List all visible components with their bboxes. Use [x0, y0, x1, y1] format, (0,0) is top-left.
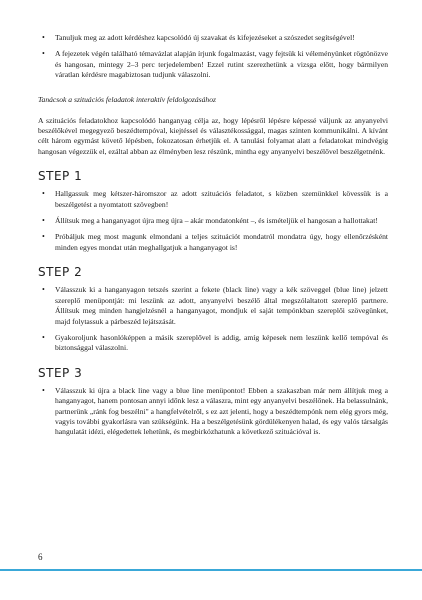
- intro-bullet-1: [38, 33, 388, 43]
- step-3-heading: STEP 3: [38, 365, 83, 380]
- bottom-accent-rule: [0, 569, 422, 571]
- step-2-bullet-2: [38, 333, 388, 354]
- section-title: Tanácsok a szituációs feladatok interaktív feldolgozásához: [38, 94, 216, 104]
- bullet-dot: •: [42, 216, 45, 226]
- step-2-heading: STEP 2: [38, 265, 83, 280]
- page-content: [38, 33, 388, 444]
- bullet-dot: •: [42, 49, 45, 59]
- bullet-dot: •: [42, 189, 45, 199]
- bullet-dot: •: [42, 332, 45, 342]
- step-1-heading: STEP 1: [38, 169, 83, 184]
- bullet-text: Válasszuk ki újra a black line vagy a blue line menüpontot! Ebben a szakaszban már nem állítjuk meg a hanganyagot, hanem pontosan annyi időnk lesz a válaszra, mint egy anyanyelvi beszélőnek. Ha belassulnánk, partnerünk „ránk fog beszélni" a hangfelvételről, s ez azt jelenti, hogy a beszédtempónk nem elég gyors még, vagyis további gyakorlásra van szükségünk. Ha a beszélgetésünk gördülékenyen halad, és egy valós társalgás hangulatát idézi, elégedettek lehetünk, és megbirkózhatunk a következő szituációval is.: [55, 385, 388, 437]
- bullet-text: Állítsuk meg a hanganyagot újra meg újra – akár mondatonként –, és ismételjük el hangosan a hallottakat!: [55, 216, 378, 226]
- bullet-dot: •: [42, 33, 45, 42]
- step-1-bullet-2: [38, 216, 388, 226]
- step-3-bullet-1: [38, 386, 388, 438]
- intro-bullet-text: A fejezetek végén található témavázlat alapján írjunk fogalmazást, vagy fejtsük ki véleményünket rögtönözve és hangosan, mintegy 2–3 perc terjedelemben! Ezzel rutint szerezhetünk a vizsga előtt, hogy bármilyen váratlan kérdésre magabiztosan tudjunk válaszolni.: [55, 49, 388, 80]
- intro-bullet-text: Tanuljuk meg az adott kérdéshez kapcsolódó új szavakat és kifejezéseket a szószedet segítségével!: [55, 33, 355, 42]
- bullet-dot: •: [42, 385, 45, 395]
- bullet-dot: •: [42, 285, 45, 295]
- step-1-bullet-1: [38, 189, 388, 210]
- bullet-dot: •: [42, 232, 45, 242]
- intro-paragraph: A szituációs feladatokhoz kapcsolódó hanganyag célja az, hogy lépésről lépésre képessé váljunk az anyanyelvi beszélőkével megegyező beszédtempóval, kiejtéssel és választékossággal, magas szinten kommunikálni. A kívánt célt három egymást követő lépésben, fokozatosan érhetjük el. A tanulási folyamat alatt a feladatokat mindvégig hangosan végezzük el, ezáltal abban az élményben lesz részünk, mintha egy anyanyelvi beszélővel beszélgetnénk.: [38, 115, 388, 156]
- step-2-bullet-1: [38, 285, 388, 327]
- bullet-text: Hallgassuk meg kétszer-háromszor az adott szituációs feladatot, s közben szemünkkel kövessük is a beszélgetést a nyomtatott szövegben!: [55, 189, 388, 209]
- bullet-text: Próbáljuk meg most magunk elmondani a teljes szituációt mondatról mondatra úgy, hogy ellenőrzésként minden egyes mondat után meghallgatjuk a hanganyagot is!: [55, 232, 388, 252]
- step-1-bullet-3: [38, 232, 388, 253]
- page-number: 6: [38, 552, 43, 562]
- bullet-text: Válasszuk ki a hanganyagon tetszés szerint a fekete (black line) vagy a kék szöveggel (blue line) jelzett szereplő menüpontját: mi leszünk az adott, anyanyelvi beszélő által megszólaltatott szereplő partnere. Állítsuk meg minden hangjelzésnél a hanganyagot, mondjuk el saját tempónkban szereplői szövegünket, majd folytassuk a párbeszéd lejátszását.: [55, 285, 388, 326]
- bullet-text: Gyakoroljunk hasonlóképpen a másik szereplővel is addig, amíg képesek nem leszünk kellő tempóval és biztonsággal válaszolni.: [55, 332, 388, 353]
- intro-bullet-2: [38, 49, 388, 80]
